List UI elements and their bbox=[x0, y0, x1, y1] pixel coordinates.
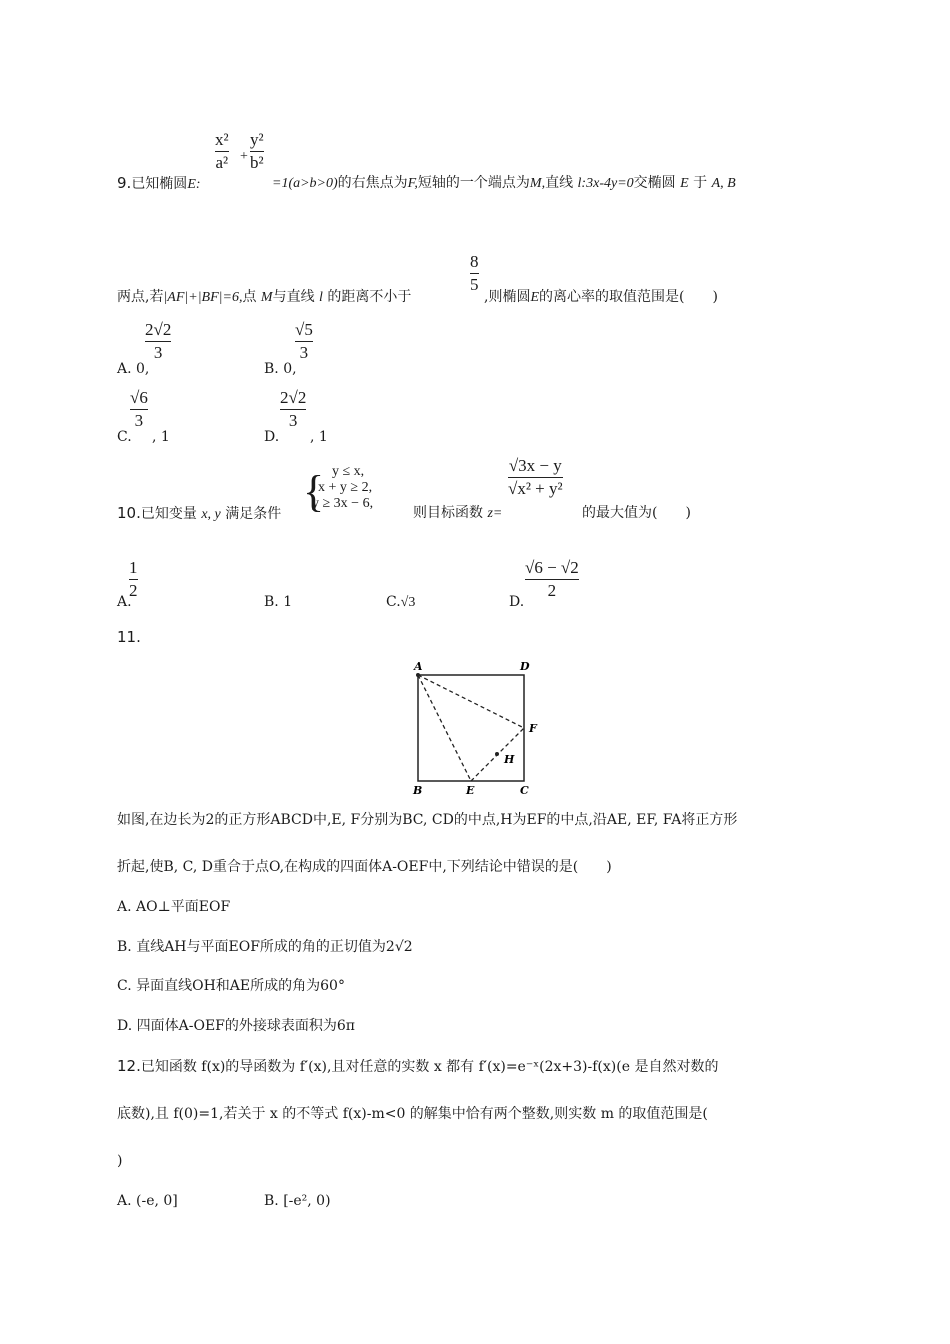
option-label: B. 0, bbox=[264, 361, 297, 377]
q9-line2-tail bbox=[484, 288, 718, 307]
square-figure bbox=[400, 655, 550, 800]
q10-option-c[interactable] bbox=[386, 593, 415, 612]
q9-option-d-frac bbox=[280, 388, 306, 431]
q9-var: M bbox=[260, 290, 273, 305]
label-H: H bbox=[504, 753, 515, 766]
q12-line1 bbox=[117, 1057, 718, 1076]
frac-num: 2√2 bbox=[145, 320, 172, 339]
q9-text: 交椭圆 bbox=[633, 175, 676, 191]
q10-tail: 的最大值为( ) bbox=[582, 505, 691, 521]
q9-fraction-y bbox=[250, 130, 264, 173]
q9-math: =1(a>b>0) bbox=[272, 176, 338, 191]
q9-var: E bbox=[530, 290, 540, 305]
q12-text: 已知函数 f(x)的导函数为 f′(x),且对任意的实数 x 都有 f′(x)=e⁻ˣ(2x+3)-f(x)(e 是自然对数的 bbox=[140, 1059, 719, 1075]
q10-system bbox=[312, 464, 374, 512]
frac-num: 1 bbox=[129, 558, 138, 577]
q9-text: 已知椭圆 bbox=[131, 176, 188, 192]
frac-num: x² bbox=[215, 130, 229, 149]
q11-line1: 如图,在边长为2的正方形ABCD中,E, F分别为BC, CD的中点,H为EF的中点,沿AE, EF, FA将正方形 bbox=[117, 812, 738, 828]
q11-option-c[interactable]: C. 异面直线OH和AE所成的角为60° bbox=[117, 978, 345, 994]
constraint: y ≥ 3x − 6, bbox=[312, 496, 374, 511]
q10-line1 bbox=[117, 504, 281, 524]
q12-option-a[interactable]: A. (-e, 0] bbox=[117, 1193, 178, 1209]
frac-den: a² bbox=[215, 153, 229, 172]
label-D: D bbox=[520, 660, 530, 673]
frac-num: 2√2 bbox=[280, 388, 307, 407]
q9-text: 点 bbox=[242, 289, 257, 305]
frac-den: 3 bbox=[299, 343, 309, 362]
q10-option-b[interactable]: B. 1 bbox=[264, 594, 293, 610]
frac-den: 3 bbox=[153, 343, 163, 362]
q9-option-b-frac bbox=[295, 320, 313, 363]
q10-objective-frac bbox=[508, 456, 563, 499]
q9-var: l bbox=[319, 290, 323, 305]
q12-line3: ) bbox=[117, 1153, 123, 1169]
q10-number: 10. bbox=[117, 504, 141, 522]
q10-text: 满足条件 bbox=[225, 506, 282, 522]
q9-var: F, bbox=[407, 176, 418, 191]
label-A: A bbox=[414, 660, 423, 673]
q11-option-a[interactable]: A. AO⊥平面EOF bbox=[117, 899, 231, 915]
q9-text: 直线 bbox=[545, 175, 574, 191]
q9-text: ,则椭圆 bbox=[484, 289, 531, 305]
q9-option-c-frac bbox=[130, 388, 148, 431]
q9-text: 短轴的一个端点为 bbox=[417, 175, 530, 191]
label-B: B bbox=[413, 784, 423, 797]
frac-num: √6 bbox=[130, 388, 148, 407]
q11-line2: 折起,使B, C, D重合于点O,在构成的四面体A-OEF中,下列结论中错误的是( ) bbox=[117, 859, 612, 875]
q9-text: 的离心率的取值范围是( ) bbox=[539, 289, 718, 305]
q9-line2 bbox=[117, 288, 411, 307]
q10-var: z= bbox=[487, 506, 503, 521]
q9-text: 的右焦点为 bbox=[337, 175, 408, 191]
option-value: √3 bbox=[400, 595, 416, 610]
constraint: x + y ≥ 2, bbox=[318, 480, 373, 495]
q9-option-a-frac bbox=[145, 320, 171, 363]
q10-var: x, y bbox=[201, 507, 221, 522]
q9-fraction-x bbox=[215, 130, 229, 173]
q12-number: 12. bbox=[117, 1057, 141, 1075]
q11-option-b[interactable]: B. 直线AH与平面EOF所成的角的正切值为2√2 bbox=[117, 939, 413, 955]
label-F: F bbox=[529, 722, 537, 735]
q9-var: A, B bbox=[711, 176, 736, 191]
q9-line1 bbox=[117, 174, 201, 194]
q10-objective bbox=[413, 504, 502, 523]
q9-text: 的距离不小于 bbox=[327, 289, 412, 305]
q12-line2: 底数),且 f(0)=1,若关于 x 的不等式 f(x)-m<0 的解集中恰有两个整数,则实数 m 的取值范围是( bbox=[117, 1106, 708, 1122]
q10-brace: { bbox=[303, 467, 325, 516]
q9-plus: + bbox=[240, 149, 248, 164]
option-label: D. bbox=[509, 594, 525, 610]
frac-den: 5 bbox=[470, 275, 479, 294]
q11-option-d[interactable]: D. 四面体A-OEF的外接球表面积为6π bbox=[117, 1018, 355, 1034]
q9-var: E bbox=[680, 176, 689, 191]
frac-den: 3 bbox=[134, 411, 144, 430]
frac-den: 2 bbox=[547, 581, 557, 600]
q9-math: l:3x-4y=0 bbox=[577, 176, 634, 191]
q9-var: E: bbox=[187, 177, 201, 192]
frac-den: √x² + y² bbox=[508, 479, 563, 498]
label-E: E bbox=[466, 784, 475, 797]
q10-text: 则目标函数 bbox=[413, 505, 483, 521]
q9-text: 两点,若 bbox=[117, 289, 164, 305]
q10-option-a-frac bbox=[129, 558, 138, 601]
q9-text: 于 bbox=[693, 175, 708, 191]
option-label: D. bbox=[264, 429, 280, 445]
q12-option-b[interactable]: B. [-e², 0) bbox=[264, 1193, 331, 1209]
constraint: y ≤ x, bbox=[332, 464, 365, 479]
q9-math: |AF|+|BF|=6, bbox=[163, 290, 243, 305]
label-C: C bbox=[520, 784, 529, 797]
frac-num: y² bbox=[250, 130, 264, 149]
frac-den: b² bbox=[250, 153, 264, 172]
q9-option-d[interactable] bbox=[264, 428, 279, 446]
q9-number: 9. bbox=[117, 174, 132, 192]
option-label: C. bbox=[117, 429, 132, 445]
q9-option-b[interactable] bbox=[264, 360, 297, 378]
q9-fraction-8-5 bbox=[470, 252, 479, 295]
option-label: A. bbox=[117, 594, 132, 610]
frac-num: √5 bbox=[295, 320, 313, 339]
q11-number: 11. bbox=[117, 628, 141, 646]
frac-num: 8 bbox=[470, 252, 479, 271]
q10-option-d[interactable] bbox=[509, 593, 524, 611]
q9-option-c-tail: , 1 bbox=[152, 429, 170, 445]
q10-text: 已知变量 bbox=[140, 506, 197, 522]
option-label: A. 0, bbox=[117, 361, 150, 377]
q9-option-d-tail: , 1 bbox=[310, 429, 328, 445]
q9-line1-rest bbox=[272, 174, 736, 193]
option-label: C. bbox=[386, 594, 401, 610]
frac-den: 2 bbox=[129, 581, 138, 600]
frac-num: √6 − √2 bbox=[525, 558, 579, 577]
q9-text: 与直线 bbox=[272, 289, 315, 305]
q9-var: M, bbox=[529, 176, 546, 191]
q10-option-d-frac bbox=[525, 558, 579, 601]
frac-num: √3x − y bbox=[508, 456, 562, 475]
frac-den: 3 bbox=[288, 411, 298, 430]
